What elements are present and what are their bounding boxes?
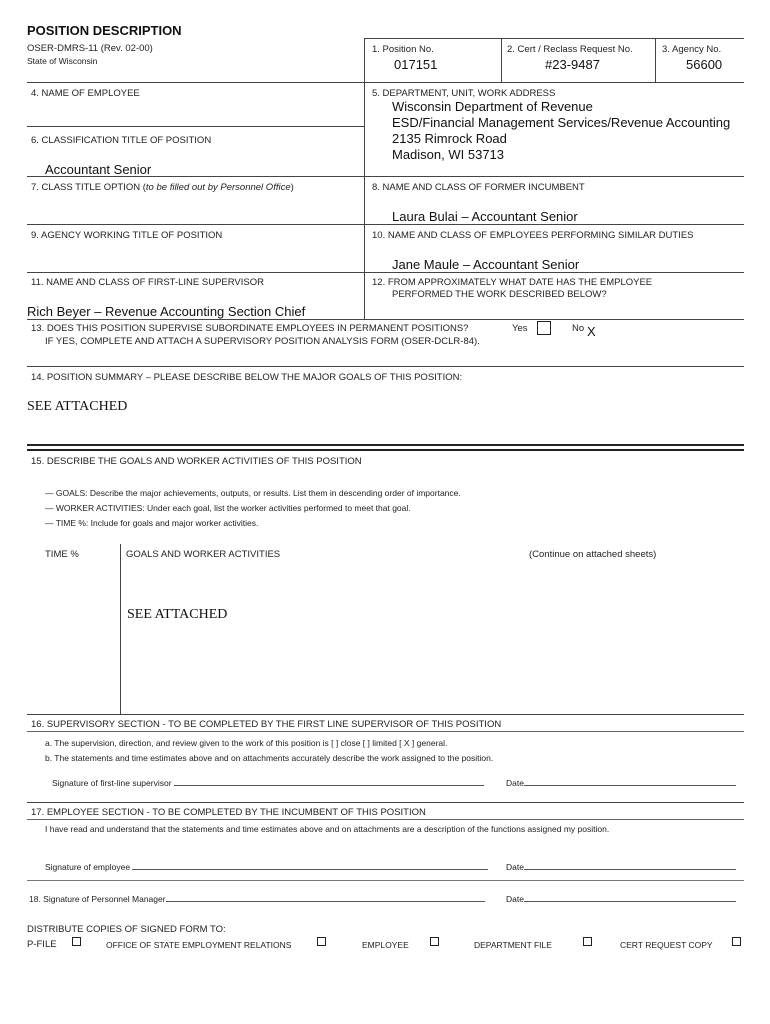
agency-working-title-label: 9. AGENCY WORKING TITLE OF POSITION bbox=[31, 230, 223, 241]
q14-value[interactable]: SEE ATTACHED bbox=[27, 399, 128, 414]
q15-label: 15. DESCRIBE THE GOALS AND WORKER ACTIVITIES OF THIS POSITION bbox=[31, 456, 362, 467]
distribute-oser-label: OFFICE OF STATE EMPLOYMENT RELATIONS bbox=[106, 940, 292, 950]
q17-date-label: Date bbox=[506, 862, 736, 872]
cert-request-value[interactable]: #23-9487 bbox=[545, 57, 600, 72]
q13-no-mark[interactable]: X bbox=[587, 324, 596, 339]
q16-signature-label: Signature of first-line supervisor bbox=[52, 778, 484, 788]
q18-signature-label: 18. Signature of Personnel Manager bbox=[29, 894, 485, 904]
q17-label: 17. EMPLOYEE SECTION - TO BE COMPLETED BY THE INCUMBENT OF THIS POSITION bbox=[31, 807, 426, 818]
q17-signature-label: Signature of employee bbox=[45, 862, 488, 872]
form-state: State of Wisconsin bbox=[27, 56, 98, 66]
similar-duties-value[interactable]: Jane Maule – Accountant Senior bbox=[392, 257, 580, 272]
agency-no-label: 3. Agency No. bbox=[662, 44, 722, 55]
position-no-label: 1. Position No. bbox=[372, 44, 434, 55]
distribute-pfile-checkbox[interactable] bbox=[72, 937, 81, 946]
dept-address-line-4[interactable]: Madison, WI 53713 bbox=[392, 147, 505, 162]
dept-address-line-2[interactable]: ESD/Financial Management Services/Revenue Accounting bbox=[392, 115, 731, 130]
q13-yes-label: Yes bbox=[512, 323, 528, 334]
q14-label: 14. POSITION SUMMARY – PLEASE DESCRIBE BELOW THE MAJOR GOALS OF THIS POSITION: bbox=[31, 372, 463, 383]
q16-signature-field[interactable] bbox=[190, 775, 500, 789]
q18-date-field[interactable] bbox=[528, 891, 740, 905]
distribute-cert-request-label: CERT REQUEST COPY bbox=[620, 940, 713, 950]
q15-bullet-time: — TIME %: Include for goals and major worker activities. bbox=[45, 518, 259, 528]
q13-yes-checkbox[interactable] bbox=[537, 321, 551, 335]
position-no-value[interactable]: 017151 bbox=[394, 57, 438, 72]
cert-request-label: 2. Cert / Reclass Request No. bbox=[507, 44, 633, 55]
supervisor-label: 11. NAME AND CLASS OF FIRST-LINE SUPERVISOR bbox=[31, 277, 264, 288]
form-title: POSITION DESCRIPTION bbox=[27, 23, 182, 38]
class-title-option-label: 7. CLASS TITLE OPTION (to be filled out by Personnel Office) bbox=[31, 182, 294, 193]
distribute-oser-checkbox[interactable] bbox=[317, 937, 326, 946]
distribute-pfile-label: P-FILE bbox=[27, 939, 57, 950]
distribute-department-file-checkbox[interactable] bbox=[583, 937, 592, 946]
q13-question-line-2: IF YES, COMPLETE AND ATTACH A SUPERVISORY POSITION ANALYSIS FORM (OSER-DCLR-84). bbox=[45, 336, 480, 347]
q16-date-label: Date bbox=[506, 778, 736, 788]
classification-title-label: 6. CLASSIFICATION TITLE OF POSITION bbox=[31, 135, 212, 146]
q15-col-time: TIME % bbox=[45, 549, 79, 560]
supervisor-value[interactable]: Rich Beyer – Revenue Accounting Section Chief bbox=[27, 304, 306, 319]
employee-name-label: 4. NAME OF EMPLOYEE bbox=[31, 88, 140, 99]
q17-signature-field[interactable] bbox=[144, 859, 500, 873]
agency-no-value[interactable]: 56600 bbox=[686, 57, 723, 72]
q16-line-a: a. The supervision, direction, and review given to the work of this position is [ ] close [ ] limited [ X ] general. bbox=[45, 738, 448, 748]
q15-bullet-goals: — GOALS: Describe the major achievements, outputs, or results. List them in descending order of importance. bbox=[45, 488, 461, 498]
dept-address-line-3[interactable]: 2135 Rimrock Road bbox=[392, 131, 507, 146]
q15-col-note: (Continue on attached sheets) bbox=[529, 549, 657, 560]
q18-signature-field[interactable] bbox=[180, 891, 499, 905]
q17-date-field[interactable] bbox=[528, 859, 740, 873]
q13-question-line-1: 13. DOES THIS POSITION SUPERVISE SUBORDINATE EMPLOYEES IN PERMANENT POSITIONS? bbox=[31, 323, 469, 334]
classification-title-value[interactable]: Accountant Senior bbox=[45, 162, 152, 177]
q16-label: 16. SUPERVISORY SECTION - TO BE COMPLETED BY THE FIRST LINE SUPERVISOR OF THIS POSITION bbox=[31, 719, 502, 730]
distribute-department-file-label: DEPARTMENT FILE bbox=[474, 940, 552, 950]
q15-col-goals: GOALS AND WORKER ACTIVITIES bbox=[126, 549, 281, 560]
similar-duties-label: 10. NAME AND CLASS OF EMPLOYEES PERFORMING SIMILAR DUTIES bbox=[372, 230, 694, 241]
distribute-employee-checkbox[interactable] bbox=[430, 937, 439, 946]
form-id: OSER-DMRS-11 (Rev. 02-00) bbox=[27, 43, 153, 54]
performed-since-label-2: PERFORMED THE WORK DESCRIBED BELOW? bbox=[392, 289, 607, 300]
dept-address-label: 5. DEPARTMENT, UNIT, WORK ADDRESS bbox=[372, 88, 556, 99]
distribute-title: DISTRIBUTE COPIES OF SIGNED FORM TO: bbox=[27, 924, 226, 935]
q13-no-label: No bbox=[572, 323, 585, 334]
q16-line-b: b. The statements and time estimates above and on attachments accurately describe the work assigned to the position. bbox=[45, 753, 494, 763]
q15-value[interactable]: SEE ATTACHED bbox=[127, 607, 228, 622]
distribute-employee-label: EMPLOYEE bbox=[362, 940, 409, 950]
former-incumbent-value[interactable]: Laura Bulai – Accountant Senior bbox=[392, 209, 578, 224]
q17-text: I have read and understand that the statements and time estimates above and on attachments are a description of the functions assigned my position. bbox=[45, 824, 610, 834]
distribute-cert-request-checkbox[interactable] bbox=[732, 937, 741, 946]
dept-address-line-1[interactable]: Wisconsin Department of Revenue bbox=[392, 99, 593, 114]
q18-date-label: Date bbox=[506, 894, 736, 904]
q15-bullet-activities: — WORKER ACTIVITIES: Under each goal, list the worker activities performed to meet that goal. bbox=[45, 503, 411, 513]
performed-since-label-1: 12. FROM APPROXIMATELY WHAT DATE HAS THE EMPLOYEE bbox=[372, 277, 653, 288]
former-incumbent-label: 8. NAME AND CLASS OF FORMER INCUMBENT bbox=[372, 182, 585, 193]
q16-date-field[interactable] bbox=[528, 775, 740, 789]
